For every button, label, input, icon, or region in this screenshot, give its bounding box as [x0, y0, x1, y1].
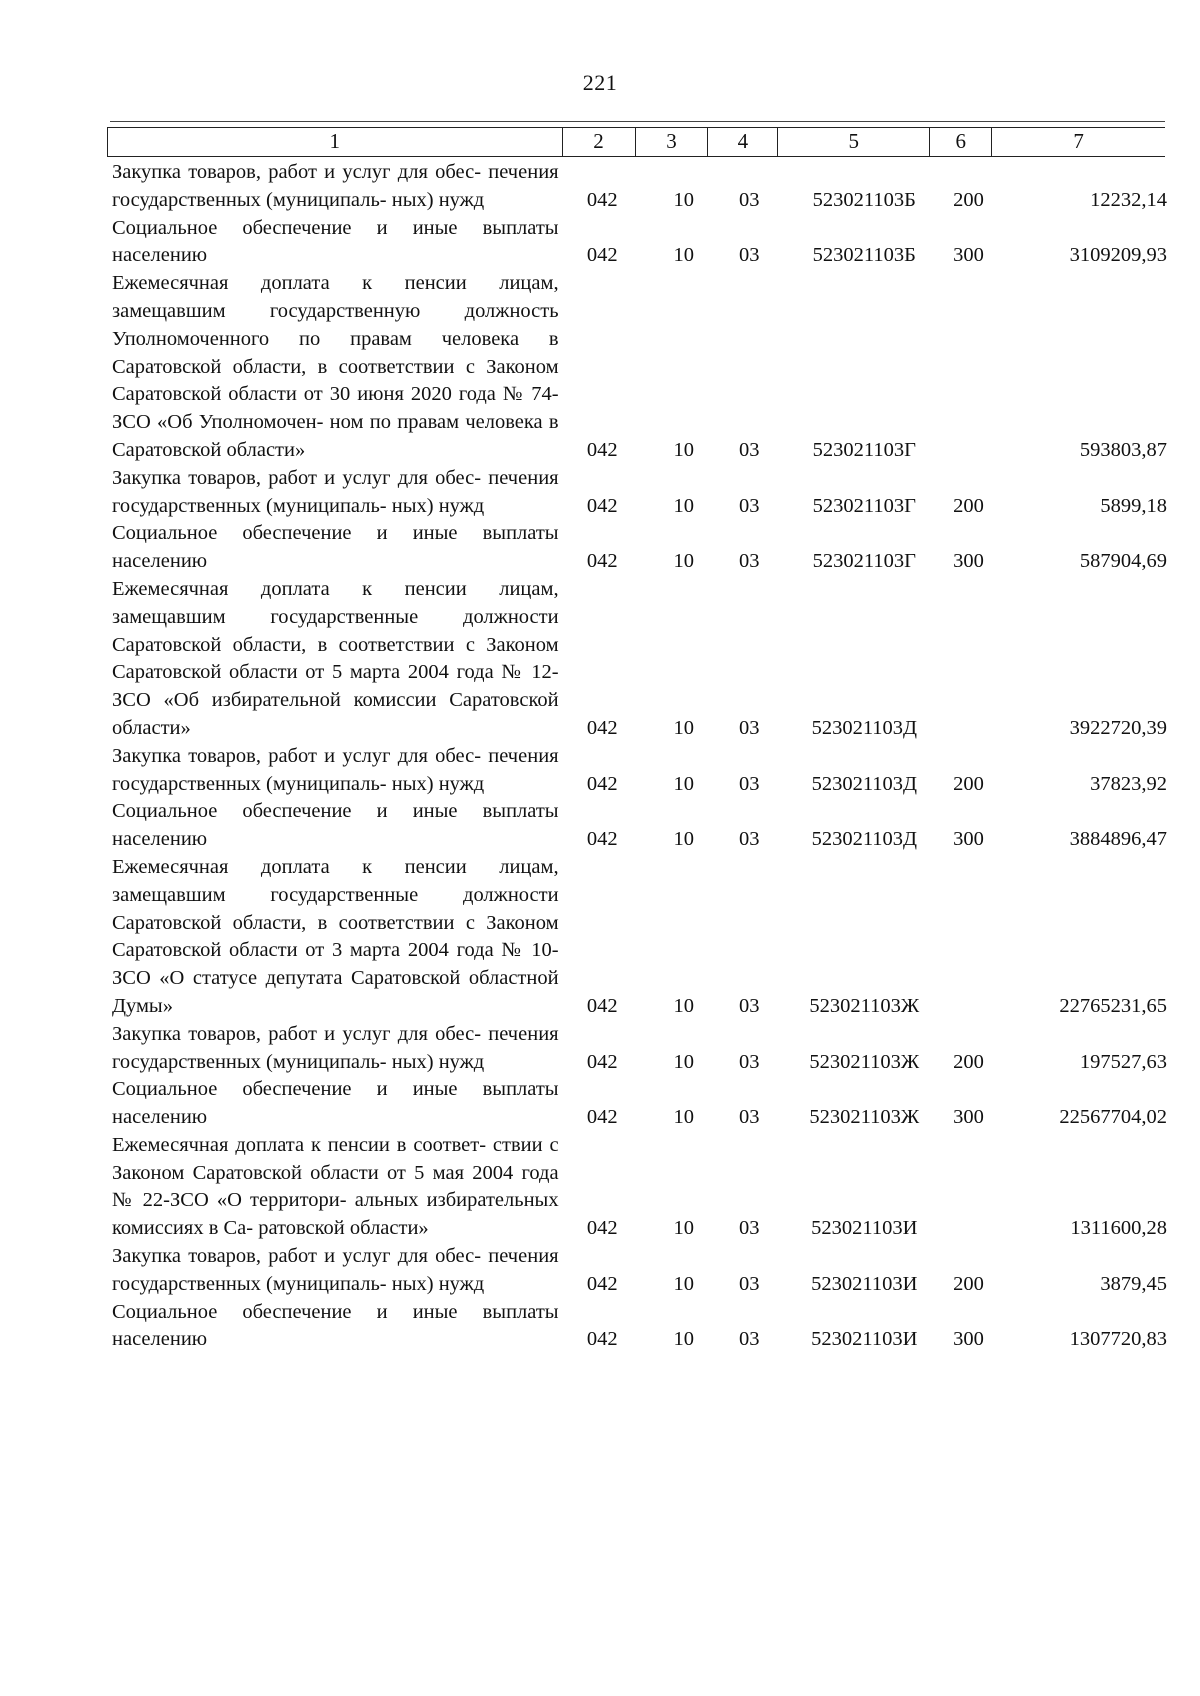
row-col-2: 042 [586, 1272, 618, 1295]
column-header-5: 5 [778, 128, 930, 156]
row-col-3: 10 [673, 550, 694, 573]
row-col-7: 37823,92 [1090, 772, 1167, 795]
row-col-3: 10 [673, 1272, 694, 1295]
row-col-2: 042 [586, 550, 618, 573]
table-row [112, 1132, 1167, 1243]
row-description: Ежемесячная доплата к пенсии в соответ- ствии с Законом Саратовской области от 5 мая 2004 года № 22-ЗСО «О территори- альных избирательных комиссиях в Са- ратовской области» [112, 1133, 559, 1240]
column-header-6: 6 [930, 128, 992, 156]
row-col-2: 042 [586, 1217, 618, 1240]
row-col-7: 22765231,65 [1059, 994, 1167, 1017]
row-description: Ежемесячная доплата к пенсии лицам, замещавшим государственные должности Саратовской области, в соответствии с Законом Саратовской области от 5 марта 2004 года № 12-ЗСО «Об избирательной комиссии Саратовской области» [112, 577, 559, 739]
row-col-4: 03 [738, 494, 760, 517]
row-description: Социальное обеспечение и иные выплаты населению [112, 1300, 559, 1351]
row-col-2: 042 [586, 188, 618, 211]
row-col-6: 200 [953, 772, 984, 795]
row-description: Ежемесячная доплата к пенсии лицам, замещавшим государственные должности Саратовской области, в соответствии с Законом Саратовской области от 3 марта 2004 года № 10-ЗСО «О статусе депутата Саратовской областной Думы» [112, 855, 559, 1017]
row-col-3: 10 [673, 1217, 694, 1240]
row-col-5: 523021103Г [812, 438, 916, 461]
row-col-4: 03 [738, 772, 760, 795]
row-col-3: 10 [673, 438, 694, 461]
row-col-7: 3922720,39 [1069, 716, 1167, 739]
row-col-5: 523021103Б [812, 188, 916, 211]
row-col-2: 042 [586, 828, 618, 851]
table-row [112, 1299, 1167, 1355]
table-row [112, 465, 1167, 521]
row-col-4: 03 [738, 1106, 760, 1129]
header-top-rule [110, 121, 1165, 122]
row-col-2: 042 [586, 1106, 618, 1129]
row-col-5: 523021103Д [811, 772, 918, 795]
row-col-6: 300 [953, 1106, 984, 1129]
row-description: Социальное обеспечение и иные выплаты населению [112, 216, 559, 267]
table-row [112, 520, 1167, 576]
row-col-5: 523021103Д [811, 716, 918, 739]
table-row [112, 1021, 1167, 1077]
row-col-2: 042 [586, 716, 618, 739]
row-col-5: 523021103Б [812, 244, 916, 267]
row-col-6: 200 [953, 188, 984, 211]
row-description: Закупка товаров, работ и услуг для обес- печения государственных (муниципаль- ных) нужд [112, 1022, 559, 1073]
row-col-7: 12232,14 [1090, 188, 1167, 211]
table-row [112, 159, 1167, 215]
column-header-1: 1 [108, 128, 563, 156]
row-col-2: 042 [586, 1050, 618, 1073]
row-col-4: 03 [738, 716, 760, 739]
row-col-3: 10 [673, 994, 694, 1017]
row-col-5: 523021103И [811, 1217, 918, 1240]
row-col-7: 1307720,83 [1069, 1328, 1167, 1351]
row-col-6: 300 [953, 550, 984, 573]
row-col-6: 200 [953, 1050, 984, 1073]
table-row [112, 576, 1167, 743]
row-col-3: 10 [673, 494, 694, 517]
row-col-3: 10 [673, 772, 694, 795]
row-col-5: 523021103Ж [809, 1106, 920, 1129]
row-col-5: 523021103Д [811, 828, 918, 851]
row-col-4: 03 [738, 244, 760, 267]
table-row [112, 1076, 1167, 1132]
row-col-3: 10 [673, 828, 694, 851]
row-col-2: 042 [586, 772, 618, 795]
row-description: Закупка товаров, работ и услуг для обес- печения государственных (муниципаль- ных) нужд [112, 161, 559, 211]
row-col-4: 03 [738, 1272, 760, 1295]
row-col-7: 587904,69 [1079, 550, 1167, 573]
column-header-7: 7 [1073, 129, 1084, 153]
budget-table-body [112, 159, 1167, 1354]
row-col-3: 10 [673, 716, 694, 739]
row-col-5: 523021103Ж [809, 994, 920, 1017]
row-description: Закупка товаров, работ и услуг для обес- печения государственных (муниципаль- ных) нужд [112, 1245, 559, 1295]
row-description: Закупка товаров, работ и услуг для обес- печения государственных (муниципаль- ных) нужд [112, 466, 559, 517]
row-description: Социальное обеспечение и иные выплаты населению [112, 800, 559, 851]
row-col-3: 10 [673, 1050, 694, 1073]
row-description: Социальное обеспечение и иные выплаты населению [112, 1078, 559, 1129]
row-col-5: 523021103Г [812, 550, 916, 573]
row-col-3: 10 [673, 1106, 694, 1129]
row-col-7: 3879,45 [1100, 1272, 1167, 1295]
row-col-7: 5899,18 [1100, 494, 1167, 517]
row-description: Закупка товаров, работ и услуг для обес- печения государственных (муниципаль- ных) нужд [112, 744, 559, 795]
column-header-4: 4 [708, 128, 778, 156]
row-col-5: 523021103Г [812, 494, 916, 517]
row-col-5: 523021103И [811, 1272, 918, 1295]
row-col-7: 3109209,93 [1069, 244, 1167, 267]
column-header-2: 2 [563, 128, 636, 156]
row-col-4: 03 [738, 438, 760, 461]
row-col-4: 03 [738, 1328, 760, 1351]
row-col-6: 200 [953, 494, 984, 517]
row-col-6: 300 [953, 828, 984, 851]
row-description: Социальное обеспечение и иные выплаты населению [112, 522, 559, 573]
row-col-4: 03 [738, 1217, 760, 1240]
row-col-7: 1311600,28 [1070, 1217, 1167, 1240]
row-col-5: 523021103Ж [809, 1050, 920, 1073]
column-header-3: 3 [636, 128, 709, 156]
page-number: 221 [582, 70, 618, 95]
row-col-7: 593803,87 [1079, 438, 1167, 461]
row-col-2: 042 [586, 1328, 618, 1351]
row-col-7: 22567704,02 [1059, 1106, 1167, 1129]
row-col-7: 197527,63 [1079, 1050, 1167, 1073]
row-col-4: 03 [738, 188, 760, 211]
table-row [112, 270, 1167, 465]
row-col-2: 042 [586, 994, 618, 1017]
row-col-2: 042 [586, 244, 618, 267]
row-col-4: 03 [738, 994, 760, 1017]
table-row [112, 798, 1167, 854]
row-col-3: 10 [673, 1328, 694, 1351]
row-col-5: 523021103И [811, 1328, 918, 1351]
row-col-3: 10 [673, 244, 694, 267]
table-row [112, 743, 1167, 799]
row-col-4: 03 [738, 1050, 760, 1073]
row-col-6: 300 [953, 244, 984, 267]
row-col-6: 300 [953, 1328, 984, 1351]
column-header-row [107, 127, 1165, 157]
table-row [112, 854, 1167, 1021]
row-col-4: 03 [738, 550, 760, 573]
row-col-7: 3884896,47 [1069, 828, 1167, 851]
row-col-6: 200 [953, 1272, 984, 1295]
row-col-2: 042 [586, 438, 618, 461]
table-row [112, 1243, 1167, 1299]
table-row [112, 215, 1167, 271]
row-col-3: 10 [673, 188, 694, 211]
row-description: Ежемесячная доплата к пенсии лицам, замещавшим государственную должность Уполномоченного по правам человека в Саратовской области, в соответствии с Законом Саратовской области от 30 июня 2020 года № 74-ЗСО «Об Уполномочен- ном по правам человека в Саратовской области» [112, 272, 559, 461]
row-col-2: 042 [586, 494, 618, 517]
row-col-4: 03 [738, 828, 760, 851]
